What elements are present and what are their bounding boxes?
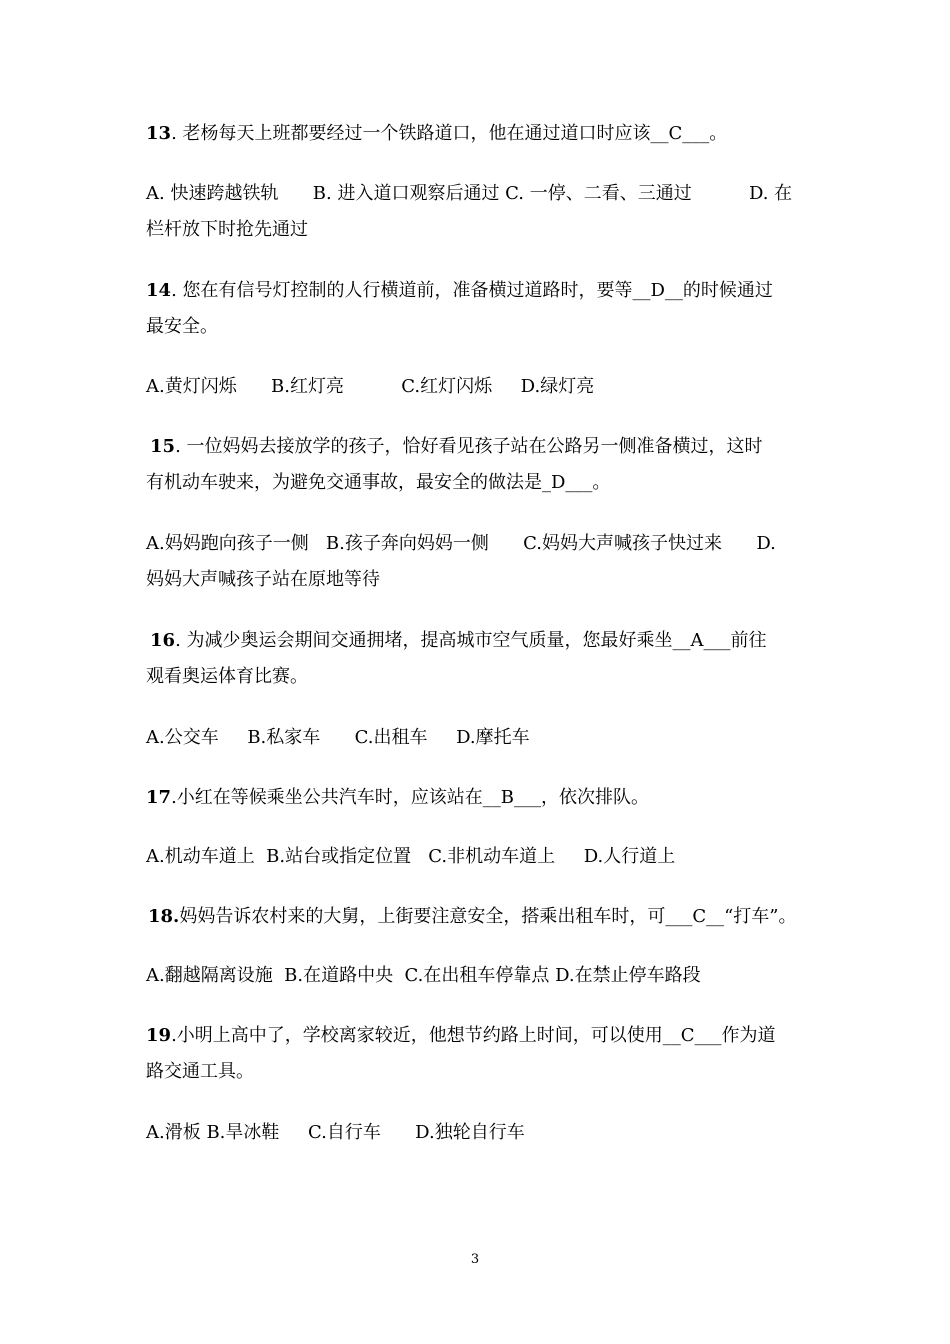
question-14-stem xyxy=(146,280,773,302)
question-13-options-cont: 栏杆放下时抢先通过 xyxy=(146,219,308,240)
question-16-options: A.公交车 B.私家车 C.出租车 D.摩托车 xyxy=(146,727,530,748)
question-17-options: A.机动车道上 B.站台或指定位置 C.非机动车道上 D.人行道上 xyxy=(146,846,676,867)
question-number: 15 xyxy=(150,436,176,457)
question-text: .小红在等候乘坐公共汽车时，应该站在__B___，依次排队。 xyxy=(171,787,650,808)
question-number: 17 xyxy=(146,787,172,808)
question-text: .小明上高中了，学校离家较近，他想节约路上时间，可以使用__C___作为道 xyxy=(171,1025,776,1046)
question-15-options: A.妈妈跑向孩子一侧 B.孩子奔向妈妈一侧 C.妈妈大声喊孩子快过来 D. xyxy=(146,533,776,554)
question-number: 13 xyxy=(146,123,172,144)
question-16-stem xyxy=(150,630,767,652)
question-18-options: A.翻越隔离设施 B.在道路中央 C.在出租车停靠点 D.在禁止停车路段 xyxy=(146,965,701,986)
question-15-options-cont: 妈妈大声喊孩子站在原地等待 xyxy=(146,569,380,590)
question-number: 14 xyxy=(146,280,172,301)
question-19-stem xyxy=(146,1025,776,1047)
question-number: 16 xyxy=(150,630,176,651)
question-18-stem xyxy=(148,906,797,928)
question-15-stem xyxy=(150,436,763,458)
question-19-stem-cont: 路交通工具。 xyxy=(146,1061,254,1082)
question-16-stem-cont: 观看奥运体育比赛。 xyxy=(146,666,308,687)
question-17-stem xyxy=(146,787,649,809)
question-15-stem-cont: 有机动车驶来，为避免交通事故，最安全的做法是_D___。 xyxy=(146,472,611,493)
question-text: . 您在有信号灯控制的人行横道前，准备横过道路时，要等__D__的时候通过 xyxy=(171,280,773,301)
question-14-options: A.黄灯闪烁 B.红灯亮 C.红灯闪烁 D.绿灯亮 xyxy=(146,376,595,397)
question-text: 妈妈告诉农村来的大舅，上街要注意安全，搭乘出租车时，可___C__“打车”。 xyxy=(179,906,797,927)
question-text: . 老杨每天上班都要经过一个铁路道口，他在通过道口时应该__C___。 xyxy=(171,123,728,144)
page-number: 3 xyxy=(470,1252,480,1267)
question-13-options: A. 快速跨越铁轨 B. 进入道口观察后通过 C. 一停、二看、三通过 D. 在 xyxy=(146,183,793,204)
question-19-options: A.滑板 B.旱冰鞋 C.自行车 D.独轮自行车 xyxy=(146,1122,525,1143)
question-text: . 一位妈妈去接放学的孩子，恰好看见孩子站在公路另一侧准备横过，这时 xyxy=(175,436,763,457)
question-14-stem-cont: 最安全。 xyxy=(146,316,218,337)
question-number: 18. xyxy=(148,906,180,927)
question-number: 19 xyxy=(146,1025,172,1046)
question-13-stem xyxy=(146,123,727,145)
question-text: . 为减少奥运会期间交通拥堵，提高城市空气质量，您最好乘坐__A___前往 xyxy=(175,630,767,651)
